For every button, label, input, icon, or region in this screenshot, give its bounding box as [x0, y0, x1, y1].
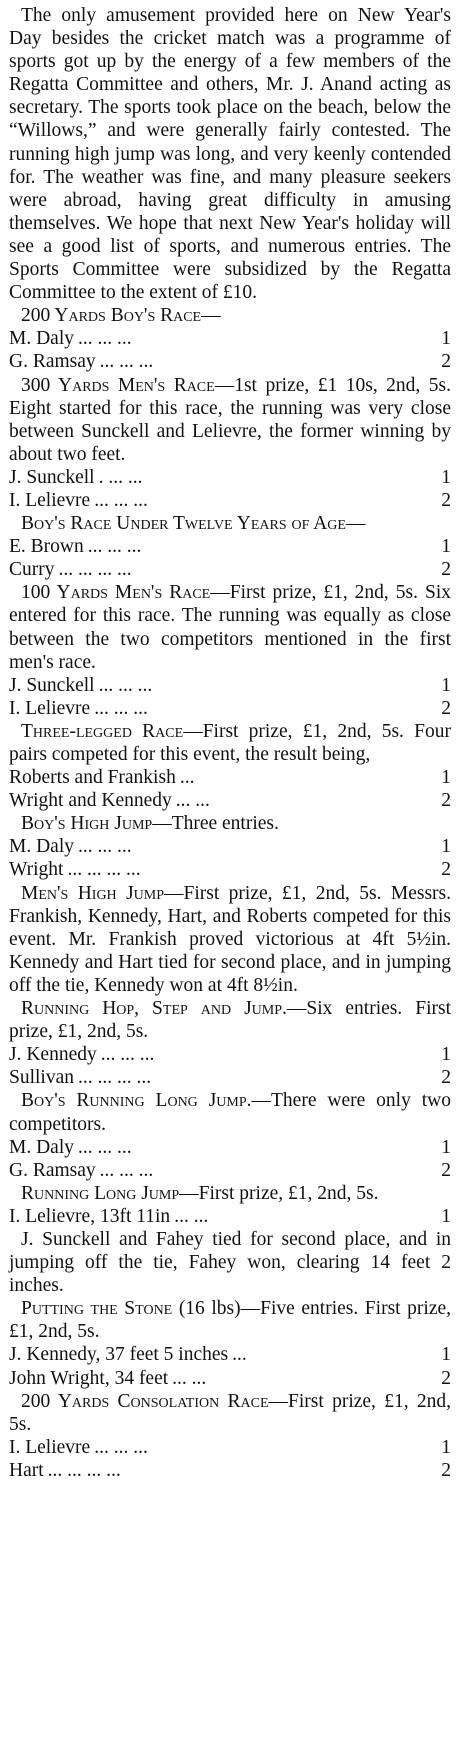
event-heading — [9, 1089, 451, 1135]
event-section — [9, 720, 451, 812]
result-row — [9, 535, 451, 558]
competitor-name: Hart — [9, 1459, 44, 1481]
event-description: —First prize, £1, 2nd, 5s. Messrs. Frankish, Kennedy, Hart, and Roberts competed for this event. Mr. Frankish proved victorious at 4ft 5½in. Kennedy and Hart tied for second place, and in jumping off the tie, Kennedy won at 4ft 8½in. — [9, 882, 451, 996]
event-heading — [9, 720, 451, 766]
result-row — [9, 558, 451, 581]
competitor-name: I. Lelievre — [9, 489, 91, 511]
result-row — [9, 327, 451, 350]
placing: 2 — [441, 1067, 451, 1089]
placing: 2 — [441, 1367, 451, 1389]
competitor-name: Wright and Kennedy — [9, 790, 172, 812]
competitor-name: Sullivan — [9, 1067, 75, 1089]
event-description: (16 lbs)—Five entries. First prize, £1, 2nd, 5s. — [9, 1298, 451, 1343]
event-heading — [9, 997, 451, 1043]
placing: 2 — [441, 859, 451, 881]
placing: 2 — [441, 351, 451, 373]
result-row — [9, 1367, 451, 1390]
event-heading — [9, 512, 451, 535]
event-description: —Three entries. — [152, 813, 279, 835]
result-row — [9, 835, 451, 858]
result-row — [9, 1136, 451, 1159]
competitor-name: M. Daly — [9, 836, 74, 858]
leader-dots: ... ... ... — [99, 351, 154, 373]
leader-dots: ... ... ... — [94, 1436, 148, 1458]
result-row — [9, 1066, 451, 1089]
event-description: .—There were only two competitors. — [9, 1090, 451, 1135]
event-description: — — [345, 513, 366, 535]
event-description: —First prize, £1, 2nd, 5s. Six entered for this race. The running was equally as close between the two competitors mentioned in the first men's race. — [9, 582, 452, 673]
placing: 1 — [441, 328, 451, 350]
event-heading — [9, 812, 451, 835]
events-list — [9, 304, 451, 1482]
result-row — [9, 1343, 451, 1366]
competitor-name: Roberts and Frankish — [9, 767, 176, 789]
competitor-name: E. Brown — [9, 536, 84, 558]
placing: 1 — [441, 1044, 451, 1066]
event-section — [9, 1390, 451, 1482]
placing: 1 — [441, 1205, 451, 1227]
competitor-name: J. Sunckell — [9, 674, 95, 696]
result-row — [9, 697, 451, 720]
event-title: Putting the Stone — [21, 1298, 173, 1320]
event-section — [9, 1089, 451, 1181]
leader-dots: ... ... ... — [99, 1159, 154, 1181]
result-row — [9, 766, 451, 789]
leader-dots: ... ... ... — [87, 536, 142, 558]
leader-dots: . ... ... — [98, 466, 143, 488]
placing: 2 — [441, 1459, 451, 1481]
event-section — [9, 304, 451, 373]
result-row — [9, 1436, 451, 1459]
event-title: Running Long Jump — [21, 1182, 180, 1204]
event-title: Men's High Jump — [21, 882, 165, 904]
event-title: Boy's Race Under Twelve Years of Age — [21, 513, 346, 535]
competitor-name: G. Ramsay — [9, 1159, 96, 1181]
competitor-name: I. Lelievre, 13ft 11in — [9, 1205, 171, 1227]
event-section — [9, 997, 451, 1089]
event-title: 300 Yards Men's Race — [21, 374, 215, 396]
leader-dots: ... ... ... — [78, 328, 132, 350]
event-title: Running Hop, Step and Jump — [21, 998, 283, 1020]
placing: 2 — [441, 489, 451, 511]
leader-dots: ... ... ... ... — [58, 559, 132, 581]
event-description: —1st prize, £1 10s, 2nd, 5s. Eight started for this race, the running was very close between Sunckell and Lelievre, the former winning by about two feet. — [9, 374, 452, 465]
event-description: —First prize, £1, 2nd, 5s. — [179, 1182, 379, 1204]
placing: 1 — [441, 1136, 451, 1158]
placing: 2 — [441, 1159, 451, 1181]
event-heading — [9, 374, 451, 466]
event-title: 200 Yards Consolation Race — [21, 1390, 269, 1412]
result-row — [9, 858, 451, 881]
event-description: —First prize, £1, 2nd, 5s. Four pairs competed for this event, the result being, — [9, 720, 451, 765]
leader-dots: ... ... — [175, 790, 210, 812]
placing: 1 — [441, 674, 451, 696]
event-section — [9, 512, 451, 581]
event-section — [9, 1297, 451, 1389]
placing: 1 — [441, 1344, 451, 1366]
placing: 1 — [441, 536, 451, 558]
event-description: — — [201, 305, 221, 327]
event-heading — [9, 1390, 451, 1436]
competitor-name: Curry — [9, 559, 55, 581]
leader-dots: ... ... ... — [94, 697, 148, 719]
placing: 1 — [441, 1436, 451, 1458]
leader-dots: ... ... ... — [100, 1044, 155, 1066]
placing: 2 — [441, 790, 451, 812]
placing: 1 — [441, 767, 451, 789]
intro-paragraph: The only amusement provided here on New Year's Day besides the cricket match was a programme of sports got up by the energy of a few members of the Regatta Committee and others, Mr. J. Anand acting as secretary. The sports took place on the beach, below the “Willows,” and were generally fairly contested. The running high jump was long, and very keenly contended for. The weather was fine, and many pleasure seekers were abroad, having great difficulty in amusing themselves. We hope that next New Year's holiday will see a good list of sports, and numerous entries. The Sports Committee were subsidized by the Regatta Committee to the extent of £10. — [9, 5, 451, 304]
result-row — [9, 789, 451, 812]
placing: 1 — [441, 466, 451, 488]
placing: 2 — [441, 697, 451, 719]
leader-dots: ... ... — [172, 1367, 207, 1389]
leader-dots: ... ... ... ... — [67, 859, 141, 881]
placing: 2 — [441, 559, 451, 581]
event-description: .—Six entries. First prize, £1, 2nd, 5s. — [9, 998, 451, 1043]
event-note: J. Sunckell and Fahey tied for second place, and in jumping off the tie, Fahey won, clearing 14 feet 2 inches. — [9, 1228, 451, 1297]
event-title: Boy's Running Long Jump — [21, 1090, 247, 1112]
result-row — [9, 674, 451, 697]
competitor-name: Wright — [9, 859, 64, 881]
result-row — [9, 489, 451, 512]
result-row — [9, 1459, 451, 1482]
competitor-name: I. Lelievre — [9, 697, 91, 719]
placing: 1 — [441, 836, 451, 858]
event-description: —First prize, £1, 2nd, 5s. — [9, 1390, 451, 1435]
competitor-name: J. Kennedy — [9, 1044, 97, 1066]
competitor-name: M. Daly — [9, 328, 74, 350]
event-section — [9, 812, 451, 881]
competitor-name: J. Sunckell — [9, 466, 95, 488]
event-section — [9, 882, 451, 997]
event-title: Boy's High Jump — [21, 813, 153, 835]
event-heading — [9, 1182, 451, 1205]
competitor-name: J. Kennedy, 37 feet 5 inches — [9, 1344, 229, 1366]
event-heading — [9, 1297, 451, 1343]
leader-dots: ... ... ... — [78, 836, 132, 858]
event-section — [9, 1182, 451, 1297]
leader-dots: ... ... ... ... — [47, 1459, 121, 1481]
competitor-name: M. Daly — [9, 1136, 74, 1158]
leader-dots: ... ... ... ... — [78, 1067, 152, 1089]
leader-dots: ... — [179, 767, 195, 789]
competitor-name: G. Ramsay — [9, 351, 96, 373]
event-heading — [9, 581, 451, 673]
leader-dots: ... ... ... — [98, 674, 153, 696]
result-row — [9, 350, 451, 373]
leader-dots: ... ... ... — [94, 489, 148, 511]
event-title: Three-legged Race — [21, 720, 184, 742]
event-title: 100 Yards Men's Race — [21, 582, 211, 604]
event-section — [9, 581, 451, 720]
result-row — [9, 1043, 451, 1066]
event-heading — [9, 304, 451, 327]
result-row — [9, 1159, 451, 1182]
leader-dots: ... — [232, 1344, 247, 1366]
leader-dots: ... ... — [174, 1205, 209, 1227]
leader-dots: ... ... ... — [78, 1136, 132, 1158]
competitor-name: I. Lelievre — [9, 1436, 91, 1458]
result-row — [9, 466, 451, 489]
result-row — [9, 1205, 451, 1228]
competitor-name: John Wright, 34 feet — [9, 1367, 169, 1389]
event-section — [9, 374, 451, 513]
event-heading — [9, 882, 451, 997]
event-title: 200 Yards Boy's Race — [21, 305, 202, 327]
